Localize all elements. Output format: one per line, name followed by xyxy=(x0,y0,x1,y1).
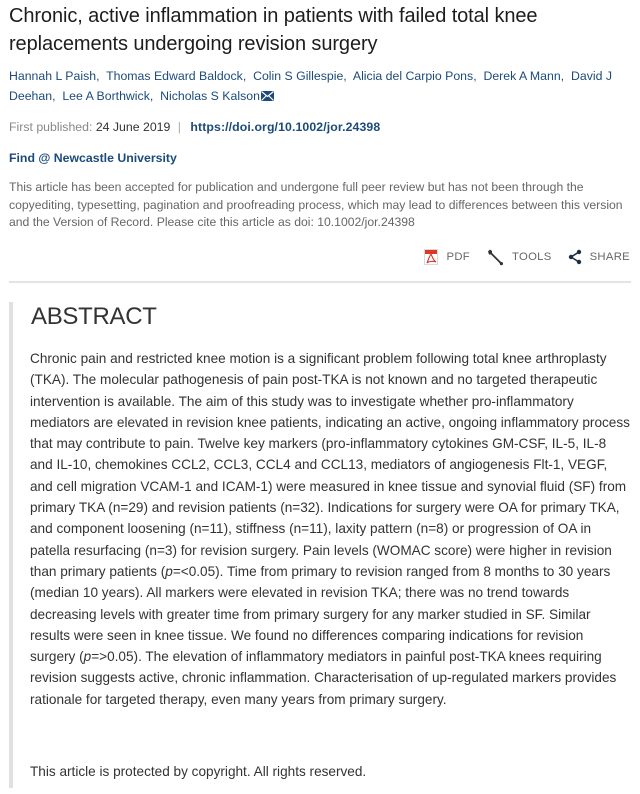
author-list: Hannah L Paish, Thomas Edward Baldock, Colin S Gillespie, Alicia del Carpio Pons, Derek A Mann, David J Deehan, Lee A Borthwick, Nicholas S Kalson xyxy=(9,69,612,103)
author-link[interactable]: Nicholas S Kalson xyxy=(160,89,274,103)
wrench-icon xyxy=(486,248,504,266)
abstract-section xyxy=(9,302,631,788)
author-link[interactable]: Derek A Mann, xyxy=(483,69,565,83)
first-published-label: First published: xyxy=(9,120,93,134)
abstract-body xyxy=(30,348,630,710)
find-at-institution-link[interactable]: Find @ Newcastle University xyxy=(9,151,177,165)
article-toolbar xyxy=(424,247,630,267)
author-link[interactable]: Alicia del Carpio Pons, xyxy=(352,69,477,83)
share-icon xyxy=(568,249,582,265)
share-button[interactable] xyxy=(568,249,630,265)
doi-link[interactable]: https://doi.org/10.1002/jor.24398 xyxy=(190,120,381,134)
abstract-text: Chronic pain and restricted knee motion is a significant problem following total knee arthroplasty (TKA). The molecular pathogenesis of pain post-TKA is not known and no targeted therapeutic intervention is available. The aim of this study was to investigate whether pro-inflammatory mediators are elevated in revision knee patients, indicating an active, ongoing inflammatory process that may contribute to pain. Twelve key markers (pro-inflammatory cytokines GM-CSF, IL-5, IL-8 and IL-10, chemokines CCL2, CCL3, CCL4 and CCL13, mediators of angiogenesis Flt-1, VEGF, and cell migration VCAM-1 and ICAM-1) were measured in knee tissue and synovial fluid (SF) from primary TKA (n=29) and revision patients (n=32). Indications for surgery were OA for primary TKA, and component loosening (n=11), stiffness (n=11), laxity pattern (n=8) or progression of OA in patella resurfacing (n=3) for revision surgery. Pain levels (WOMAC score) were higher in revision than primary patients ( xyxy=(30,351,630,579)
abstract-heading: ABSTRACT xyxy=(31,303,157,330)
separator: | xyxy=(177,120,181,134)
first-published-date: 24 June 2019 xyxy=(95,120,171,134)
article-title: Chronic, active inflammation in patients with failed total knee replacements undergoing revision surgery xyxy=(9,5,538,55)
author-link[interactable]: Hannah L Paish, xyxy=(9,69,100,83)
pdf-label: PDF xyxy=(446,251,470,263)
author-link[interactable]: Thomas Edward Baldock, xyxy=(106,69,247,83)
p-value-symbol: p xyxy=(83,649,92,665)
p-value-symbol: p xyxy=(165,563,173,579)
share-label: SHARE xyxy=(589,251,630,263)
author-link[interactable]: Lee A Borthwick, xyxy=(62,89,154,103)
copyright-notice: This article is protected by copyright. All rights reserved. xyxy=(30,764,367,779)
tools-label: TOOLS xyxy=(511,251,552,263)
accepted-article-notice: This article has been accepted for publication and undergone full peer review but has not been through the copyediting, typesetting, pagination and proofreading process, which may lead to differences between this version and the Version of Record. Please cite this article as doi: 10.1002/jor.24398 xyxy=(9,180,623,229)
tools-button[interactable] xyxy=(486,248,552,266)
abstract-text: =>0.05). The elevation of inflammatory mediators in painful post-TKA knees requiring revision suggests active, chronic inflammation. Characterisation of up-regulated markers provides rationale for targeted therapy, even many years from primary surgery. xyxy=(30,649,617,707)
publication-info xyxy=(9,118,380,136)
section-divider xyxy=(9,281,631,283)
pdf-button[interactable] xyxy=(424,249,470,265)
author-link[interactable]: David J Deehan xyxy=(9,69,612,103)
pdf-icon xyxy=(424,249,438,265)
author-link[interactable]: Colin S Gillespie, xyxy=(253,69,347,83)
abstract-text: =<0.05). Time from primary to revision ranged from 8 months to 30 years (median 10 years). All markers were elevated in revision TKA; there was no trend towards decreasing levels with greater time from primary surgery for any marker studied in SF. Similar results were seen in knee tissue. We found no differences comparing indications for revision surgery ( xyxy=(30,563,611,665)
envelope-icon[interactable] xyxy=(261,87,274,97)
